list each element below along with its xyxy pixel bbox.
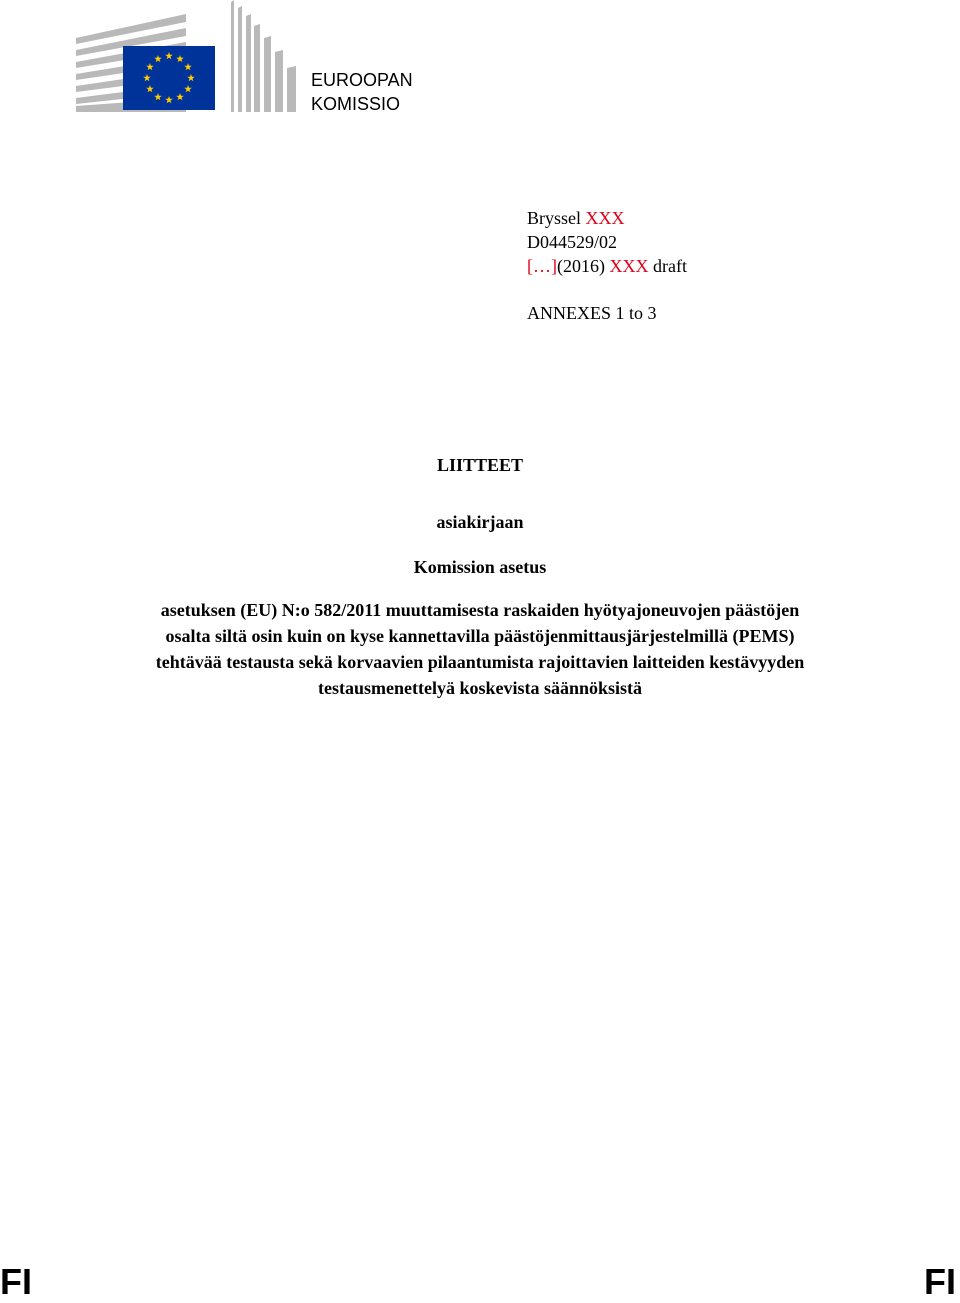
- org-name-line1: EUROOPAN: [311, 70, 413, 90]
- reference-block: [527, 206, 687, 278]
- reference-number-placeholder: XXX: [609, 256, 649, 276]
- place-label: Bryssel: [527, 208, 581, 228]
- reference-status: draft: [653, 256, 687, 276]
- document-type-label: asiakirjaan: [436, 512, 524, 532]
- issuer-label: Komission asetus: [413, 557, 547, 577]
- document-number: D044529/02: [527, 232, 617, 252]
- subject-line: osalta siltä osin kuin on kyse kannettavilla päästöjenmittausjärjestelmillä (PEMS): [165, 626, 795, 646]
- date-placeholder: XXX: [585, 208, 625, 228]
- reference-year: (2016): [557, 256, 605, 276]
- reference-line: [527, 254, 687, 278]
- document-heading: LIITTEET: [436, 455, 524, 475]
- annexes-label: ANNEXES 1 to 3: [527, 303, 657, 323]
- subject-line: asetuksen (EU) N:o 582/2011 muuttamisesta raskaiden hyötyajoneuvojen päästöjen: [160, 600, 800, 620]
- regulation-subject: [0, 597, 960, 701]
- place-line: [527, 206, 687, 230]
- subject-line: tehtävää testausta sekä korvaavien pilaantumista rajoittavien laitteiden kestävyyden: [155, 652, 805, 672]
- subject-line: testausmenettelyä koskevista säännöksistä: [317, 678, 643, 698]
- org-name-line2: KOMISSIO: [311, 94, 401, 114]
- european-commission-logo: [76, 0, 298, 112]
- language-code-right: FI: [924, 1261, 956, 1302]
- reference-bracket-placeholder: […]: [527, 256, 557, 276]
- organization-name: [311, 68, 413, 116]
- language-code-left: FI: [0, 1261, 32, 1302]
